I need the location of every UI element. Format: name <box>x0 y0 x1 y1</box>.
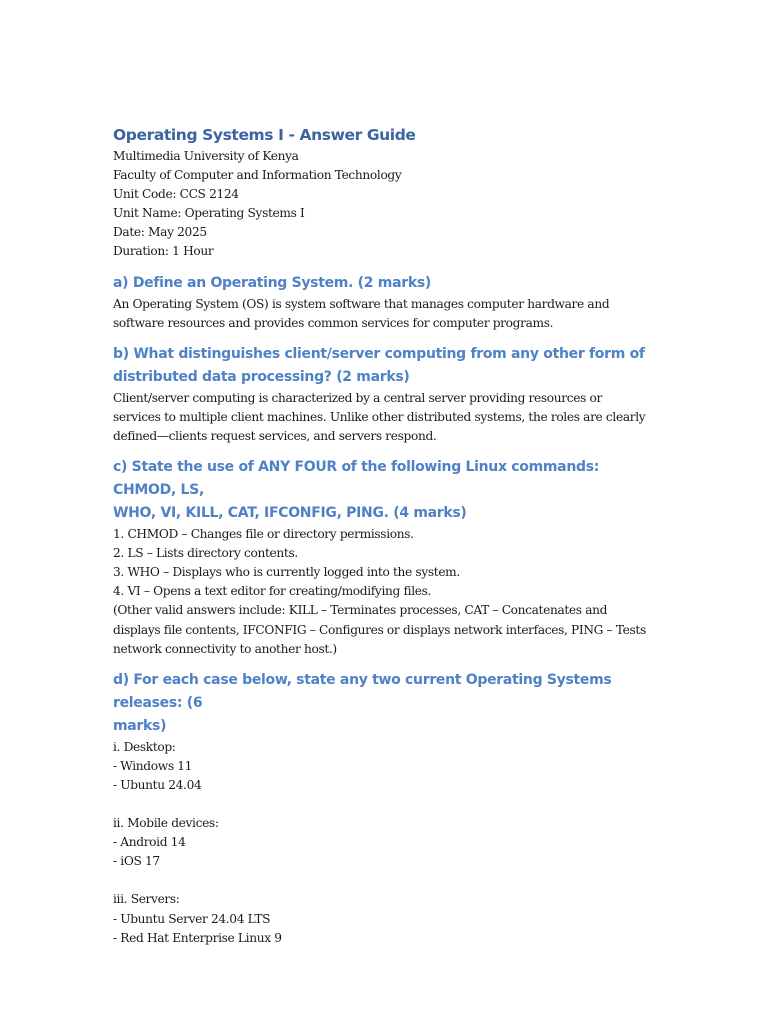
section-a-heading: a) Define an Operating System. (2 marks) <box>113 274 431 291</box>
section-a-answer-line: An Operating System (OS) is system software that manages computer hardware and <box>113 296 610 311</box>
command-answer-ls: 2. LS – Lists directory contents. <box>113 546 298 561</box>
meta-unit-code: Unit Code: CCS 2124 <box>113 187 239 202</box>
mobile-label: ii. Mobile devices: <box>113 816 219 831</box>
section-d-heading <box>113 669 658 738</box>
meta-university: Multimedia University of Kenya <box>113 149 299 163</box>
desktop-os-item: - Ubuntu 24.04 <box>113 777 202 792</box>
meta-unit-name: Unit Name: Operating Systems I <box>113 206 305 221</box>
other-answers-line: network connectivity to another host.) <box>113 641 337 656</box>
server-os-item: - Ubuntu Server 24.04 LTS <box>113 911 271 926</box>
section-b-answer-line: defined—clients request services, and servers respond. <box>113 428 437 443</box>
section-d-heading-line: marks) <box>113 717 167 734</box>
mobile-os-item: - Android 14 <box>113 835 186 850</box>
command-answer-vi: 4. VI – Opens a text editor for creating/modifying files. <box>113 584 432 599</box>
section-b-answer-line: services to multiple client machines. Unlike other distributed systems, the roles are clearly <box>113 409 646 424</box>
other-answers-line: displays file contents, IFCONFIG – Configures or displays network interfaces, PING – Tests <box>113 622 646 637</box>
section-d-heading-line: d) For each case below, state any two current Operating Systems releases: (6 <box>113 671 612 711</box>
document-meta <box>113 147 658 262</box>
section-a <box>113 272 658 333</box>
section-a-answer-line: software resources and provides common services for computer programs. <box>113 315 554 330</box>
mobile-os-item: - iOS 17 <box>113 854 160 869</box>
section-d <box>113 669 658 948</box>
section-c-heading-line: c) State the use of ANY FOUR of the following Linux commands: CHMOD, LS, <box>113 459 600 499</box>
desktop-os-item: - Windows 11 <box>113 758 193 773</box>
section-c-heading <box>113 456 658 525</box>
section-b-answer-line: Client/server computing is characterized by a central server providing resources or <box>113 390 602 405</box>
section-b-heading-line: b) What distinguishes client/server computing from any other form of <box>113 345 645 362</box>
section-b <box>113 343 658 446</box>
command-answer-chmod: 1. CHMOD – Changes file or directory permissions. <box>113 527 414 542</box>
servers-label: iii. Servers: <box>113 892 180 907</box>
command-answer-who: 3. WHO – Displays who is currently logged into the system. <box>113 565 460 580</box>
blank-line <box>113 795 658 814</box>
other-answers-line: (Other valid answers include: KILL – Terminates processes, CAT – Concatenates and <box>113 603 608 618</box>
desktop-label: i. Desktop: <box>113 739 176 754</box>
meta-faculty: Faculty of Computer and Information Technology <box>113 168 402 183</box>
blank-line <box>113 871 658 890</box>
section-c <box>113 456 658 659</box>
section-b-heading-line: distributed data processing? (2 marks) <box>113 368 410 385</box>
section-b-heading <box>113 343 658 389</box>
document-title: Operating Systems I - Answer Guide <box>113 126 416 144</box>
document-page <box>113 124 658 948</box>
meta-date: Date: May 2025 <box>113 225 207 240</box>
section-c-heading-line: WHO, VI, KILL, CAT, IFCONFIG, PING. (4 marks) <box>113 505 467 522</box>
meta-duration: Duration: 1 Hour <box>113 244 214 259</box>
server-os-item: - Red Hat Enterprise Linux 9 <box>113 930 282 945</box>
